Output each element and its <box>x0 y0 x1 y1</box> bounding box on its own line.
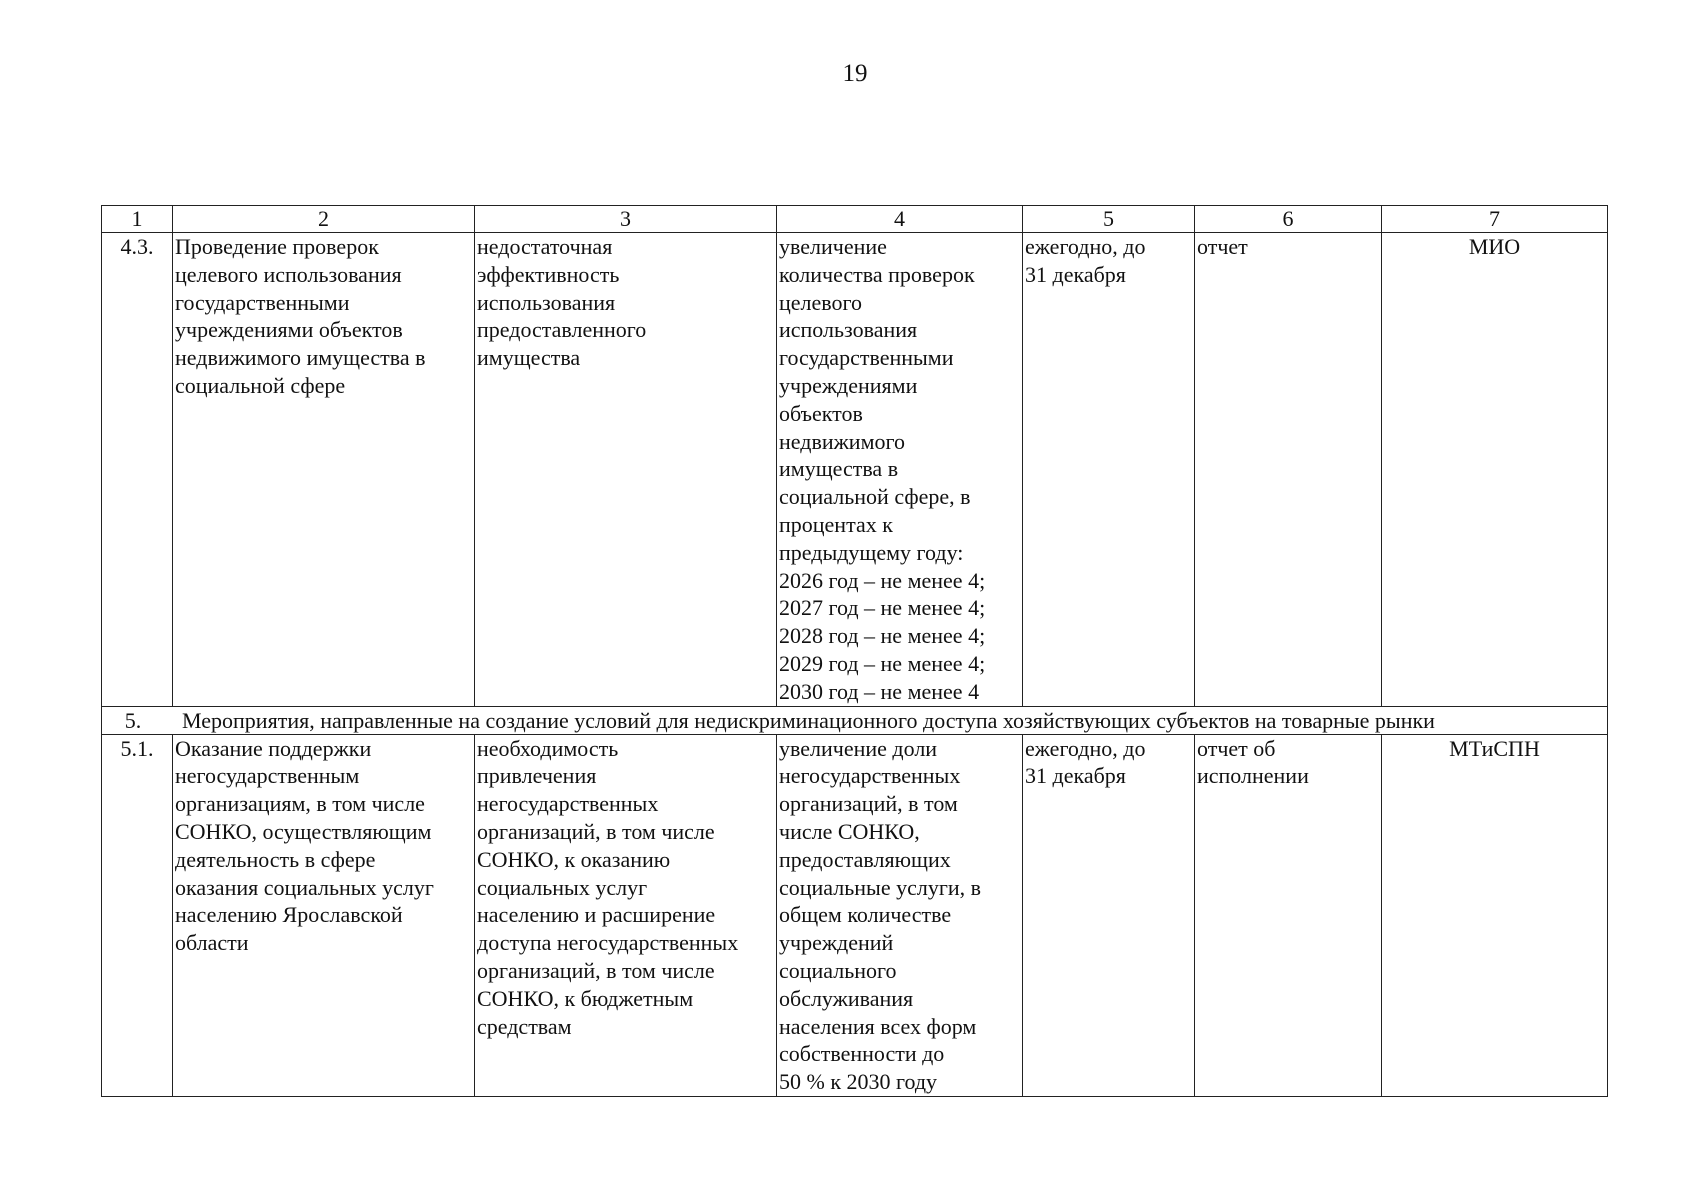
document-cell: отчет <box>1195 233 1382 707</box>
section-row-5 <box>102 706 1608 734</box>
executor-cell: МИО <box>1382 233 1608 707</box>
table-row-5-1 <box>102 734 1608 1096</box>
problem-cell: недостаточная эффективность использования предоставленного имущества <box>475 233 777 707</box>
column-number-2: 2 <box>173 206 475 233</box>
document-cell: отчет об исполнении <box>1195 734 1382 1096</box>
measure-cell: Проведение проверок целевого использования государственными учреждениями объектов недвижимого имущества в социальной сфере <box>173 233 475 707</box>
plan-table <box>101 205 1608 1097</box>
measure-cell: Оказание поддержки негосударственным организациям, в том числе СОНКО, осуществляющим деятельность в сфере оказания социальных услуг населению Ярославской области <box>173 734 475 1096</box>
result-cell: увеличение количества проверок целевого использования государственными учреждениями объектов недвижимого имущества в социальной сфере, в процентах к предыдущему году: 2026 год – не менее 4; 2027 год – не менее 4; 2028 год – не менее 4; 2029 год – не менее 4; 2030 год – не менее 4 <box>777 233 1023 707</box>
column-number-4: 4 <box>777 206 1023 233</box>
problem-cell: необходимость привлечения негосударственных организаций, в том числе СОНКО, к оказанию социальных услуг населению и расширение доступа негосударственных организаций, в том числе СОНКО, к бюджетным средствам <box>475 734 777 1096</box>
column-number-7: 7 <box>1382 206 1608 233</box>
column-number-5: 5 <box>1023 206 1195 233</box>
deadline-cell: ежегодно, до 31 декабря <box>1023 734 1195 1096</box>
column-number-row <box>102 206 1608 233</box>
row-number: 5.1. <box>102 734 173 1096</box>
page-number: 19 <box>842 60 868 87</box>
section-title: Мероприятия, направленные на создание условий для недискриминационного доступа хозяйствующих субъектов на товарные рынки <box>182 707 1435 733</box>
result-cell: увеличение доли негосударственных организаций, в том числе СОНКО, предоставляющих социальные услуги, в общем количестве учреждений социального обслуживания населения всех форм собственности до 50 % к 2030 году <box>777 734 1023 1096</box>
column-number-6: 6 <box>1195 206 1382 233</box>
column-number-1: 1 <box>102 206 173 233</box>
section-heading <box>102 706 1608 734</box>
column-number-3: 3 <box>475 206 777 233</box>
row-number: 4.3. <box>102 233 173 707</box>
deadline-cell: ежегодно, до 31 декабря <box>1023 233 1195 707</box>
table-row-4-3 <box>102 233 1608 707</box>
section-number: 5. <box>124 707 142 733</box>
executor-cell: МТиСПН <box>1382 734 1608 1096</box>
